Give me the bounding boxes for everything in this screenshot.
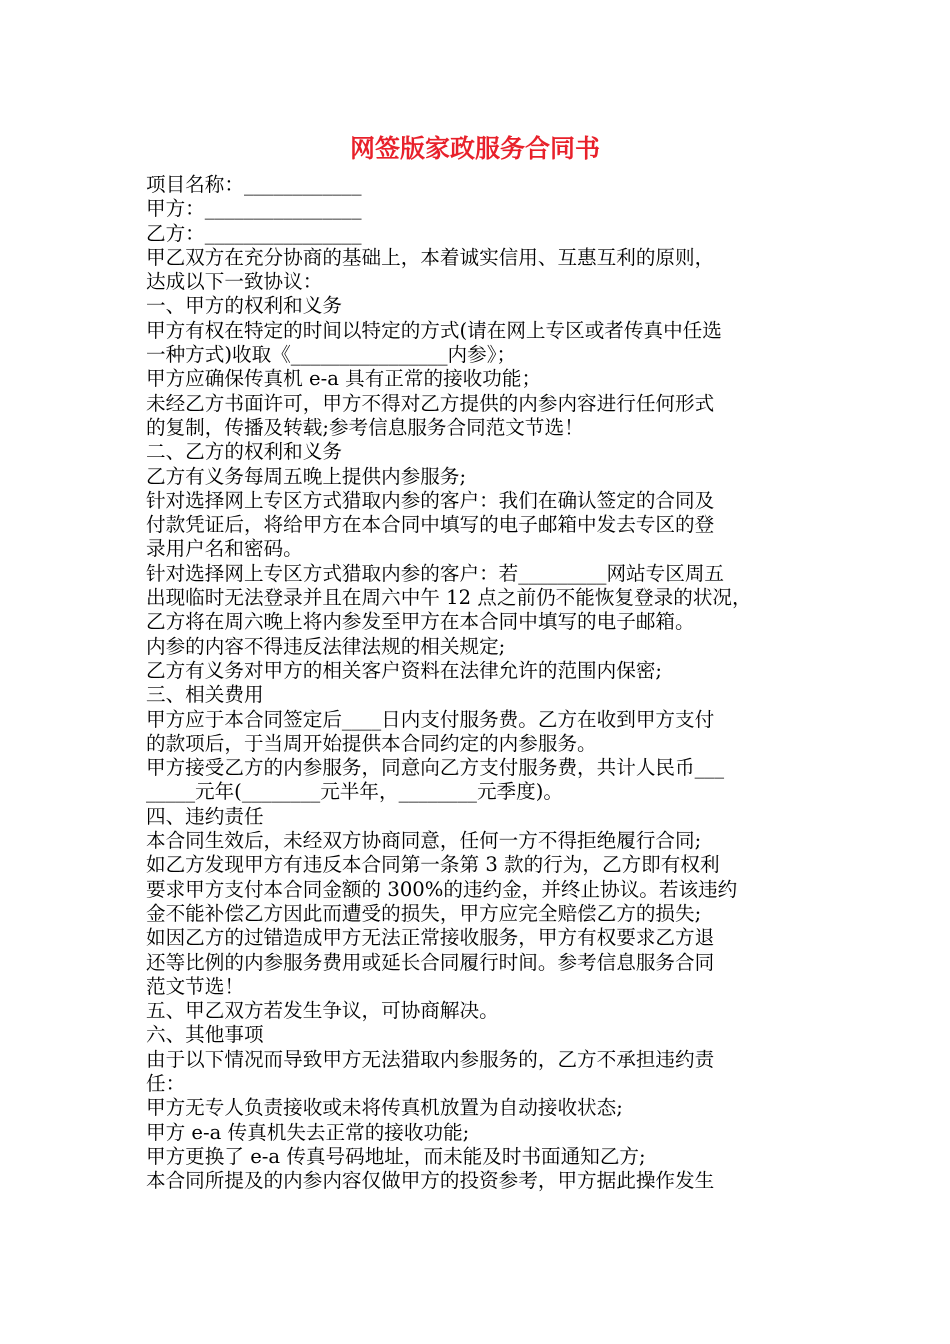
document-line: 二、乙方的权利和义务	[146, 440, 342, 464]
document-title: 网签版家政服务合同书	[349, 134, 600, 163]
document-line: 本合同生效后，未经双方协商同意，任何一方不得拒绝履行合同;	[146, 829, 702, 853]
document-line: 未经乙方书面许可，甲方不得对乙方提供的内参内容进行任何形式	[146, 391, 715, 415]
document-line: 项目名称：____________	[146, 173, 362, 196]
document-line: 由于以下情况而导致甲方无法猎取内参服务的，乙方不承担违约责	[146, 1047, 715, 1071]
document-line: 录用户名和密码。	[146, 537, 303, 561]
document-line: 一种方式)收取《________________内参》；	[146, 343, 517, 367]
document-line: 甲乙双方在充分协商的基础上，本着诚实信用、互惠互利的原则，	[146, 245, 715, 269]
document-line: 甲方更换了 e-a 传真号码地址，而未能及时书面通知乙方;	[146, 1144, 646, 1168]
document-line: 出现临时无法登录并且在周六中午 12 点之前仍不能恢复登录的状况，	[146, 586, 752, 610]
document-line: 甲方应确保传真机 e-a 具有正常的接收功能；	[146, 367, 542, 391]
document-line: 甲方接受乙方的内参服务，同意向乙方支付服务费，共计人民币___	[146, 756, 725, 780]
document-line: 甲方 e-a 传真机失去正常的接收功能;	[146, 1120, 470, 1144]
document-line: 如因乙方的过错造成甲方无法正常接收服务，甲方有权要求乙方退	[146, 926, 715, 950]
document-line: 针对选择网上专区方式猎取内参的客户：我们在确认签定的合同及	[146, 488, 715, 512]
document-body	[146, 173, 814, 1193]
document-line: 本合同所提及的内参内容仅做甲方的投资参考，甲方据此操作发生	[146, 1169, 715, 1193]
document-line: 的复制，传播及转载;参考信息服务合同范文节选！	[146, 415, 584, 439]
document-line: 还等比例的内参服务费用或延长合同履行时间。参考信息服务合同	[146, 950, 715, 974]
document-line: 乙方将在周六晚上将内参发至甲方在本合同中填写的电子邮箱。	[146, 610, 695, 634]
document-line: 甲方有权在特定的时间以特定的方式(请在网上专区或者传真中任选	[146, 318, 722, 342]
document-line: 乙方：________________	[146, 221, 362, 245]
document-line: 五、甲乙双方若发生争议，可协商解决。	[146, 999, 499, 1023]
document-line: 的款项后，于当周开始提供本合同约定的内参服务。	[146, 731, 597, 755]
document-line: 金不能补偿乙方因此而遭受的损失，甲方应完全赔偿乙方的损失;	[146, 901, 702, 925]
document-line: 如乙方发现甲方有违反本合同第一条第 3 款的行为，乙方即有权利	[146, 853, 720, 877]
document-line: 任：	[146, 1071, 186, 1095]
document-line: 范文节选！	[146, 974, 244, 998]
document-line: 内参的内容不得违反法律法规的相关规定;	[146, 634, 506, 658]
document-line: 三、相关费用	[146, 683, 264, 707]
document-line: 乙方有义务对甲方的相关客户资料在法律允许的范围内保密;	[146, 658, 663, 682]
document-line: _____元年(________元半年，________元季度)。	[146, 780, 563, 804]
document-line: 四、违约责任	[146, 804, 264, 828]
document-line: 要求甲方支付本合同金额的 300%的违约金，并终止协议。若该违约	[146, 877, 738, 901]
document-line: 针对选择网上专区方式猎取内参的客户：若_________网站专区周五	[146, 561, 725, 585]
document-line: 一、甲方的权利和义务	[146, 294, 342, 318]
document-line: 甲方无专人负责接收或未将传真机放置为自动接收状态;	[146, 1096, 623, 1120]
document-line: 达成以下一致协议：	[146, 270, 323, 294]
document-line: 乙方有义务每周五晚上提供内参服务;	[146, 464, 467, 488]
document-line: 六、其他事项	[146, 1023, 264, 1047]
document-line: 甲方：________________	[146, 197, 362, 221]
document-line: 付款凭证后，将给甲方在本合同中填写的电子邮箱中发去专区的登	[146, 513, 715, 537]
document-line: 甲方应于本合同签定后____日内支付服务费。乙方在收到甲方支付	[146, 707, 715, 731]
